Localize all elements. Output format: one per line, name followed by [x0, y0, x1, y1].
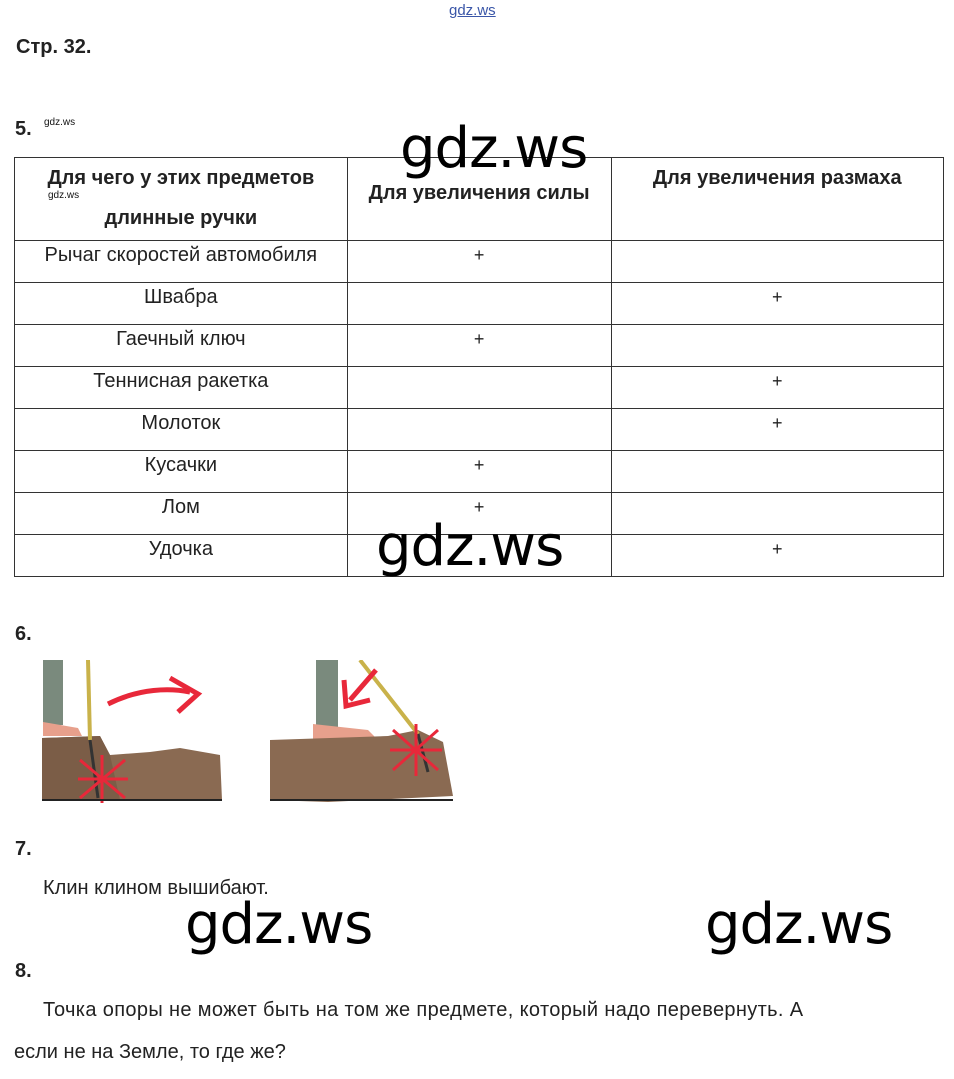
task-7-number: 7.	[15, 838, 32, 860]
force-cell	[347, 283, 611, 325]
item-cell: Швабра	[15, 283, 348, 325]
range-cell	[611, 451, 943, 493]
force-cell: +	[347, 325, 611, 367]
crowbar-illustration-1	[40, 660, 230, 805]
item-cell: Теннисная ракетка	[15, 367, 348, 409]
force-cell: +	[347, 493, 611, 535]
task-6-number: 6.	[15, 623, 32, 645]
page-heading: Стр. 32.	[16, 36, 92, 58]
item-cell: Лом	[15, 493, 348, 535]
task-5-number: 5.	[15, 118, 32, 140]
watermark-top: gdz.ws	[449, 2, 496, 19]
crowbar-illustration-2	[268, 660, 458, 805]
task-8-line-1: Точка опоры не может быть на том же предмете, который надо перевернуть. А	[43, 999, 804, 1021]
range-cell: +	[611, 367, 943, 409]
item-cell: Гаечный ключ	[15, 325, 348, 367]
watermark-big-2: gdz.ws	[376, 514, 564, 579]
watermark-small: gdz.ws	[44, 117, 76, 128]
task-7-text: Клин клином вышибают.	[43, 877, 269, 899]
task-8-number: 8.	[15, 960, 32, 982]
force-cell: +	[347, 451, 611, 493]
watermark-big-1: gdz.ws	[400, 116, 588, 181]
range-cell: +	[611, 409, 943, 451]
range-cell	[611, 241, 943, 283]
watermark-big-3: gdz.ws	[185, 892, 373, 957]
table-row	[15, 325, 944, 367]
header-force: Для увеличения силы	[347, 158, 611, 241]
arrow-down-left-icon	[350, 670, 376, 700]
header-range: Для увеличения размаха	[611, 158, 943, 241]
range-cell: +	[611, 535, 943, 577]
range-cell: +	[611, 283, 943, 325]
force-cell	[347, 409, 611, 451]
header-purpose: Для чего у этих предметов длинные ручки	[15, 158, 348, 241]
force-cell: +	[347, 241, 611, 283]
task-8-line-2: если не на Земле, то где же?	[14, 1041, 286, 1063]
table-row	[15, 241, 944, 283]
item-cell: Удочка	[15, 535, 348, 577]
table-row	[15, 451, 944, 493]
item-cell: Молоток	[15, 409, 348, 451]
force-cell	[347, 367, 611, 409]
item-cell: Рычаг скоростей автомобиля	[15, 241, 348, 283]
range-cell	[611, 325, 943, 367]
table-row	[15, 367, 944, 409]
watermark-small-2: gdz.ws	[48, 190, 80, 201]
table-row	[15, 409, 944, 451]
table-row	[15, 283, 944, 325]
arrow-right-icon	[108, 690, 190, 704]
item-cell: Кусачки	[15, 451, 348, 493]
watermark-big-4: gdz.ws	[705, 892, 893, 957]
range-cell	[611, 493, 943, 535]
